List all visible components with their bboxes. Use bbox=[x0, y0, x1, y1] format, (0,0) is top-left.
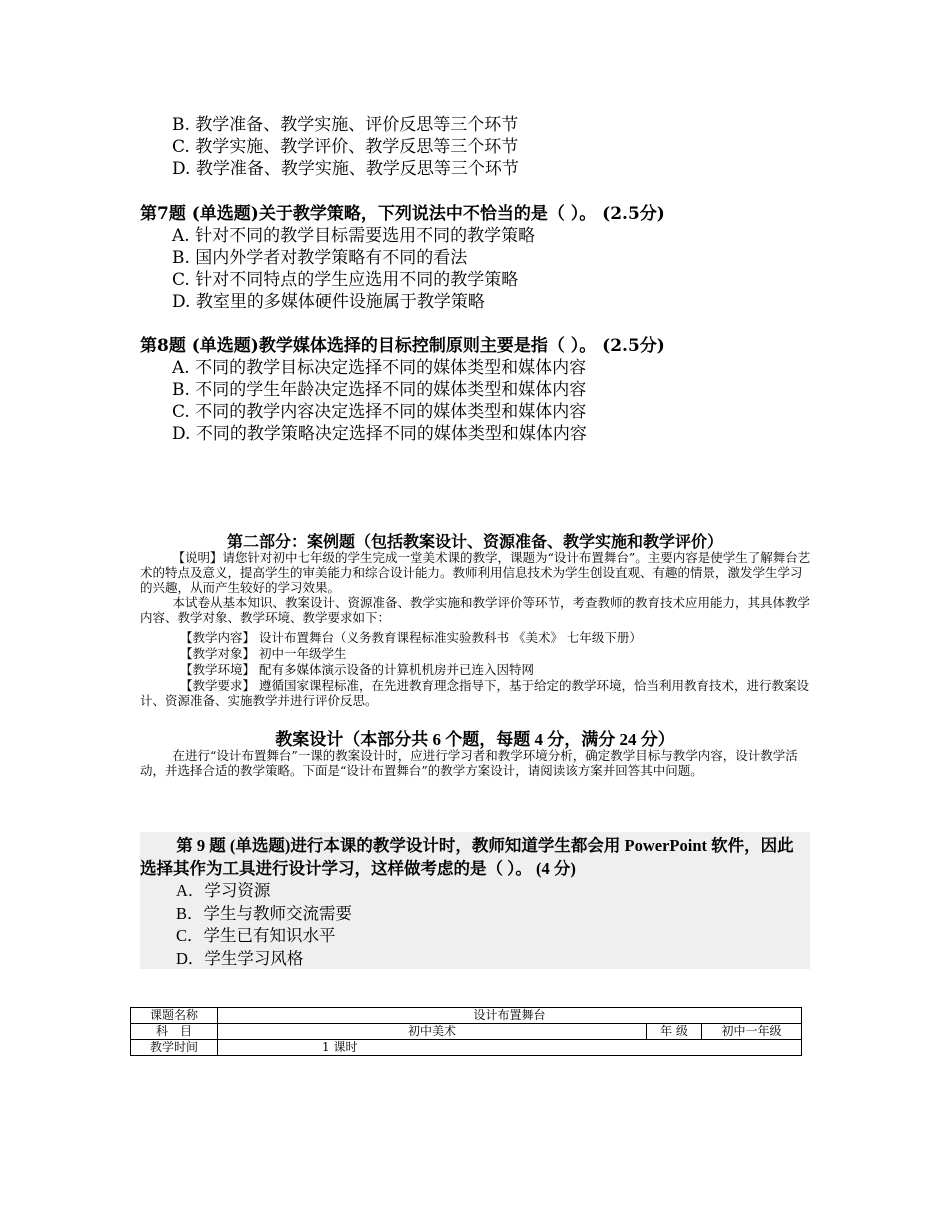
teaching-requirement: 【教学要求】 遵循国家课程标准，在先进教育理念指导下，基于给定的教学环境，恰当利用教育技术，进行教案设计、资源准备、实施教学并进行评价反思。 bbox=[140, 678, 809, 708]
q9-option-b: B．学生与教师交流需要 bbox=[176, 904, 353, 923]
q8-option-b: B. 不同的学生年龄决定选择不同的媒体类型和媒体内容 bbox=[172, 380, 587, 400]
teaching-object: 【教学对象】 初中一年级学生 bbox=[180, 646, 347, 661]
part2-desc-scope: 本试卷从基本知识、教案设计、资源准备、教学实施和教学评价等环节，考查教师的教育技术应用能力，其具体教学内容、教学对象、教学环境、教学要求如下： bbox=[140, 595, 811, 625]
part2-desc-explanation: 【说明】请您针对初中七年级的学生完成一堂美术课的教学，课题为“设计布置舞台”。主要内容是使学生了解舞台艺术的特点及意义，提高学生的审美能力和综合设计能力。教师利用信息技术为学生创设直观、有趣的情景，激发学生学习的兴趣，从而产生较好的学习效果。 bbox=[140, 550, 811, 595]
teaching-environment: 【教学环境】 配有多媒体演示设备的计算机机房并已连入因特网 bbox=[180, 662, 534, 677]
subject-value-cell: 初中美术 bbox=[218, 1024, 647, 1040]
q7-option-b: B. 国内外学者对教学策略有不同的看法 bbox=[172, 248, 468, 268]
part2-description bbox=[140, 550, 812, 625]
time-label-cell: 教学时间 bbox=[131, 1040, 218, 1056]
grade-value-cell: 初中一年级 bbox=[702, 1024, 802, 1040]
teaching-requirement-block bbox=[140, 678, 812, 708]
q8-option-a: A. 不同的教学目标决定选择不同的媒体类型和媒体内容 bbox=[172, 358, 587, 378]
topic-label-cell: 课题名称 bbox=[131, 1008, 218, 1024]
grade-label-cell: 年 级 bbox=[647, 1024, 702, 1040]
q9-title-text: 第 9 题 (单选题)进行本课的教学设计时，教师知道学生都会用 PowerPoint 软件，因此选择其作为工具进行设计学习，这样做考虑的是（ ）。 (4 分) bbox=[140, 836, 794, 878]
q7-option-a: A. 针对不同的教学目标需要选用不同的教学策略 bbox=[172, 226, 536, 246]
topic-value-cell: 设计布置舞台 bbox=[218, 1008, 802, 1024]
lesson-design-description-block bbox=[140, 748, 812, 778]
time-value-cell: 1 课时 bbox=[218, 1040, 802, 1056]
q6-option-d: D. 教学准备、教学实施、教学反思等三个环节 bbox=[172, 159, 519, 179]
table-row bbox=[131, 1008, 802, 1024]
part2-title: 第二部分：案例题（包括教案设计、资源准备、教学实施和教学评价） bbox=[226, 532, 723, 551]
q9-option-d: D．学生学习风格 bbox=[176, 949, 304, 968]
lesson-design-title: 教案设计（本部分共 6 个题，每题 4 分，满分 24 分） bbox=[275, 730, 675, 749]
q9-option-c: C．学生已有知识水平 bbox=[176, 926, 336, 945]
lesson-info-table bbox=[130, 1007, 802, 1056]
q6-option-b: B. 教学准备、教学实施、评价反思等三个环节 bbox=[172, 115, 519, 135]
q7-title: 第7题 (单选题)关于教学策略，下列说法中不恰当的是（ ）。 (2.5分) bbox=[140, 204, 665, 224]
table-row bbox=[131, 1040, 802, 1056]
q6-option-c: C. 教学实施、教学评价、教学反思等三个环节 bbox=[172, 137, 519, 157]
subject-label-cell: 科 目 bbox=[131, 1024, 218, 1040]
teaching-content: 【教学内容】 设计布置舞台（义务教育课程标准实验教科书 《美术》 七年级下册） bbox=[180, 630, 642, 645]
q8-option-c: C. 不同的教学内容决定选择不同的媒体类型和媒体内容 bbox=[172, 402, 587, 422]
q9-title bbox=[140, 834, 810, 880]
lesson-design-description: 在进行“设计布置舞台”一课的教案设计时，应进行学习者和教学环境分析，确定教学目标与教学内容，设计教学活动，并选择合适的教学策略。下面是“设计布置舞台”的教学方案设计，请阅读该方案并回答其中问题。 bbox=[140, 748, 798, 778]
q9-option-a: A．学习资源 bbox=[176, 881, 271, 900]
table-row bbox=[131, 1024, 802, 1040]
q7-option-c: C. 针对不同特点的学生应选用不同的教学策略 bbox=[172, 270, 519, 290]
q7-option-d: D. 教室里的多媒体硬件设施属于教学策略 bbox=[172, 292, 485, 312]
q8-option-d: D. 不同的教学策略决定选择不同的媒体类型和媒体内容 bbox=[172, 424, 587, 444]
q8-title: 第8题 (单选题)教学媒体选择的目标控制原则主要是指（ ）。 (2.5分) bbox=[140, 336, 665, 356]
